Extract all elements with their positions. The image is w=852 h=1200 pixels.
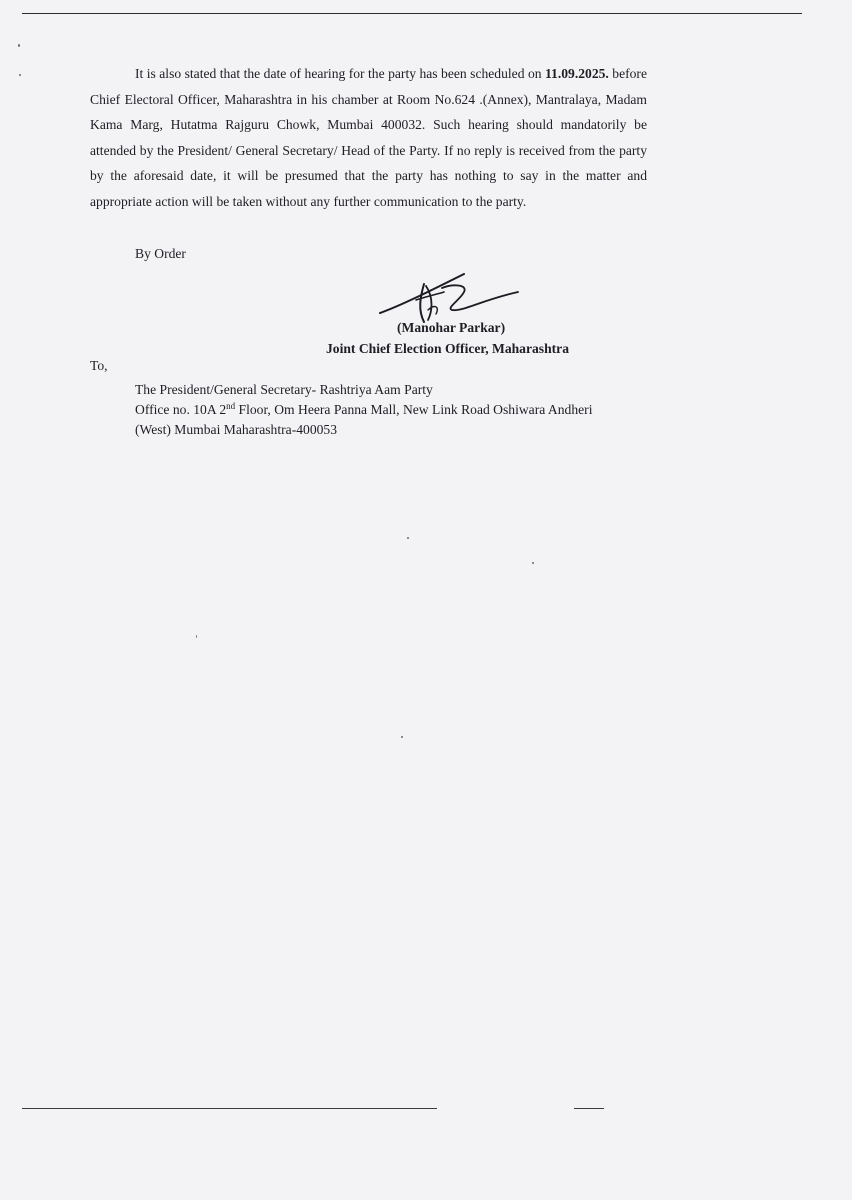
to-label: To, — [90, 358, 108, 373]
address-line-3: (West) Mumbai Maharashtra-400053 — [135, 422, 338, 437]
bottom-rule — [22, 1108, 437, 1109]
scan-speck — [19, 74, 21, 76]
paragraph-body: before Chief Electoral Officer, Maharashtra in his chamber at Room No.624 .(Annex), Mantralaya, Madam Kama Marg, Hutatma Rajguru Chowk, Mumbai 400032. Such hearing should mandatorily be attended by the President/ General Secretary/ Head of the Party. If no reply is received from the party by the aforesaid date, it will be presumed that the party has nothing to say in the matter and appropriate action will be taken without any further communication to the party. — [90, 66, 647, 209]
paragraph-intro: It is also stated that the date of hearing for the party has been scheduled on — [135, 66, 545, 81]
top-rule — [22, 13, 802, 14]
scan-speck — [196, 635, 197, 638]
address-line-2-prefix: Office no. 10A 2 — [135, 402, 227, 417]
scan-speck — [401, 736, 403, 738]
scan-speck — [18, 44, 20, 47]
bottom-rule-fragment — [574, 1108, 604, 1109]
recipient-address — [135, 380, 592, 440]
hearing-paragraph — [90, 61, 647, 215]
scan-speck — [407, 537, 409, 539]
hearing-date: 11.09.2025. — [545, 66, 609, 81]
address-line-2-suffix: Floor, Om Heera Panna Mall, New Link Road Oshiwara Andheri — [235, 402, 593, 417]
signatory-title: Joint Chief Election Officer, Maharashtra — [326, 341, 570, 356]
address-line-2 — [135, 400, 592, 420]
address-floor-suffix: nd — [226, 401, 236, 411]
signatory-name: (Manohar Parkar) — [397, 320, 506, 335]
scan-speck — [532, 562, 534, 564]
closing-by-order: By Order — [135, 246, 186, 261]
address-line-1: The President/General Secretary- Rashtriya Aam Party — [135, 382, 433, 397]
